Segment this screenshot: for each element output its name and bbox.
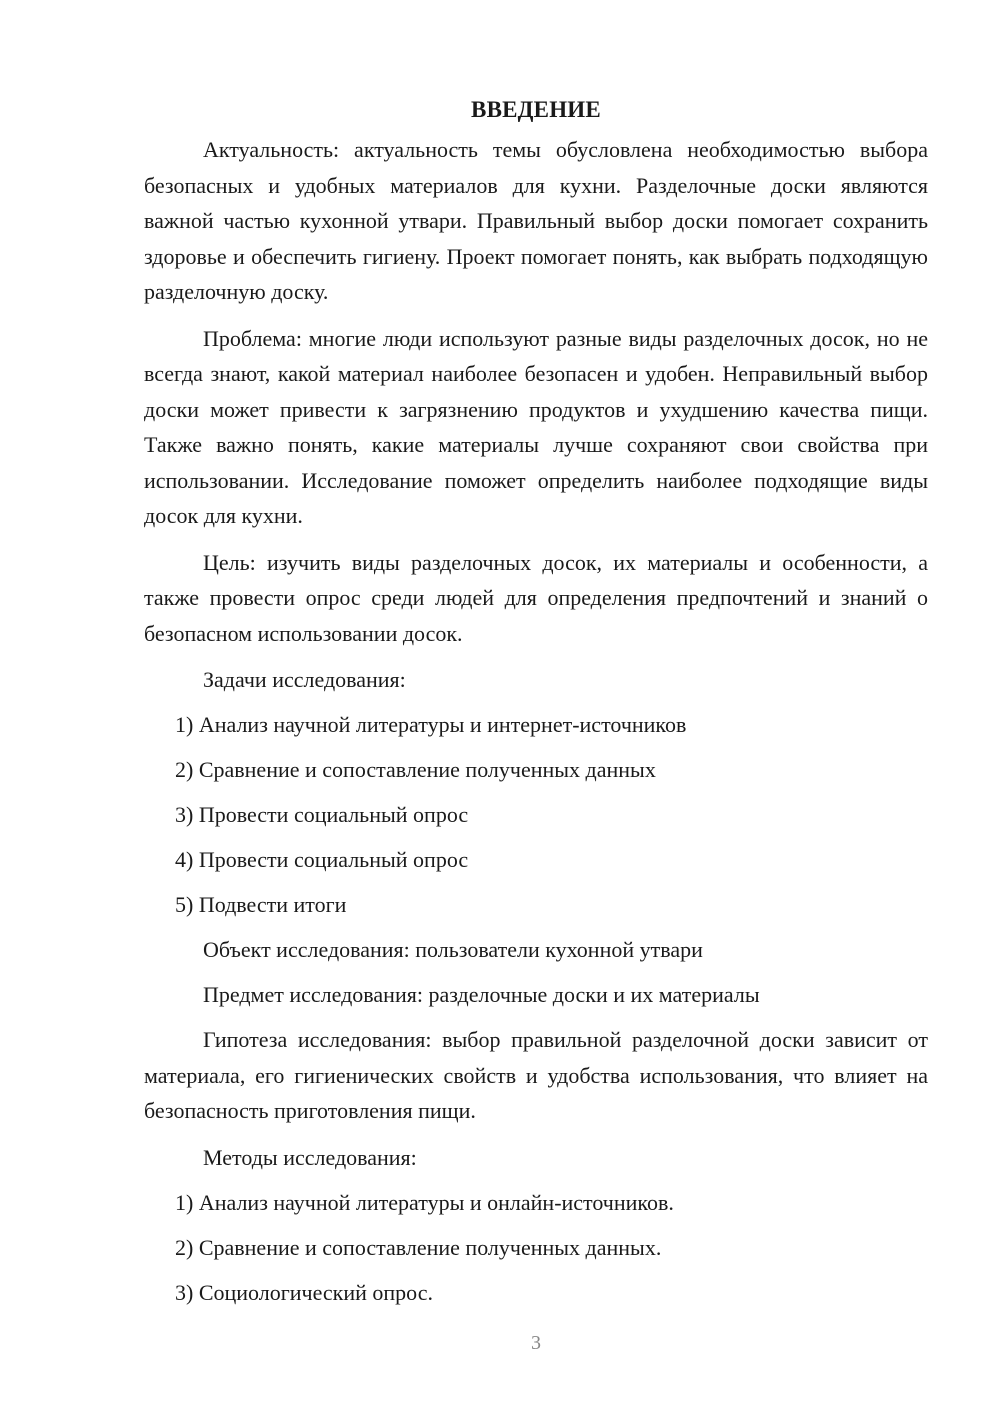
page-title: ВВЕДЕНИЕ: [471, 97, 601, 122]
research-subject: Предмет исследования: разделочные доски и их материалы: [203, 982, 760, 1007]
task-item-3: 3) Провести социальный опрос: [175, 802, 469, 827]
page-number: 3: [531, 1332, 541, 1354]
method-item-3: 3) Социологический опрос.: [175, 1279, 433, 1305]
relevance-paragraph: Актуальность: актуальность темы обусловлена необходимостью выбора безопасных и удобных материалов для кухни. Разделочные доски являются важной частью кухонной утвари. Правильный выбор доски помогает сохранить здоровье и обеспечить гигиену. Проект помогает понять, как выбрать подходящую разделочную доску.: [144, 137, 928, 304]
hypothesis-paragraph: Гипотеза исследования: выбор правильной разделочной доски зависит от материала, его гигиенических свойств и удобства использования, что влияет на безопасность приготовления пищи.: [144, 1027, 928, 1123]
task-item-2: 2) Сравнение и сопоставление полученных данных: [175, 757, 656, 782]
tasks-heading: Задачи исследования:: [203, 667, 406, 692]
research-object: Объект исследования: пользователи кухонной утвари: [203, 937, 703, 962]
task-item-5: 5) Подвести итоги: [175, 892, 347, 917]
task-item-4: 4) Провести социальный опрос: [175, 847, 469, 872]
goal-paragraph: Цель: изучить виды разделочных досок, их материалы и особенности, а также провести опрос среди людей для определения предпочтений и знаний о безопасном использовании досок.: [144, 549, 928, 646]
method-item-1: 1) Анализ научной литературы и онлайн-источников.: [175, 1189, 674, 1215]
method-item-2: 2) Сравнение и сопоставление полученных данных.: [175, 1234, 662, 1260]
problem-paragraph: Проблема: многие люди используют разные виды разделочных досок, но не всегда знают, какой материал наиболее безопасен и удобен. Неправильный выбор доски может привести к загрязнению продуктов и ухудшению качества пищи. Также важно понять, какие материалы лучше сохраняют свои свойства при использовании. Исследование поможет определить наиболее подходящие виды досок для кухни.: [144, 325, 928, 528]
task-item-1: 1) Анализ научной литературы и интернет-источников: [175, 712, 687, 737]
document-page: [144, 92, 928, 1320]
methods-heading: Методы исследования:: [203, 1144, 417, 1170]
